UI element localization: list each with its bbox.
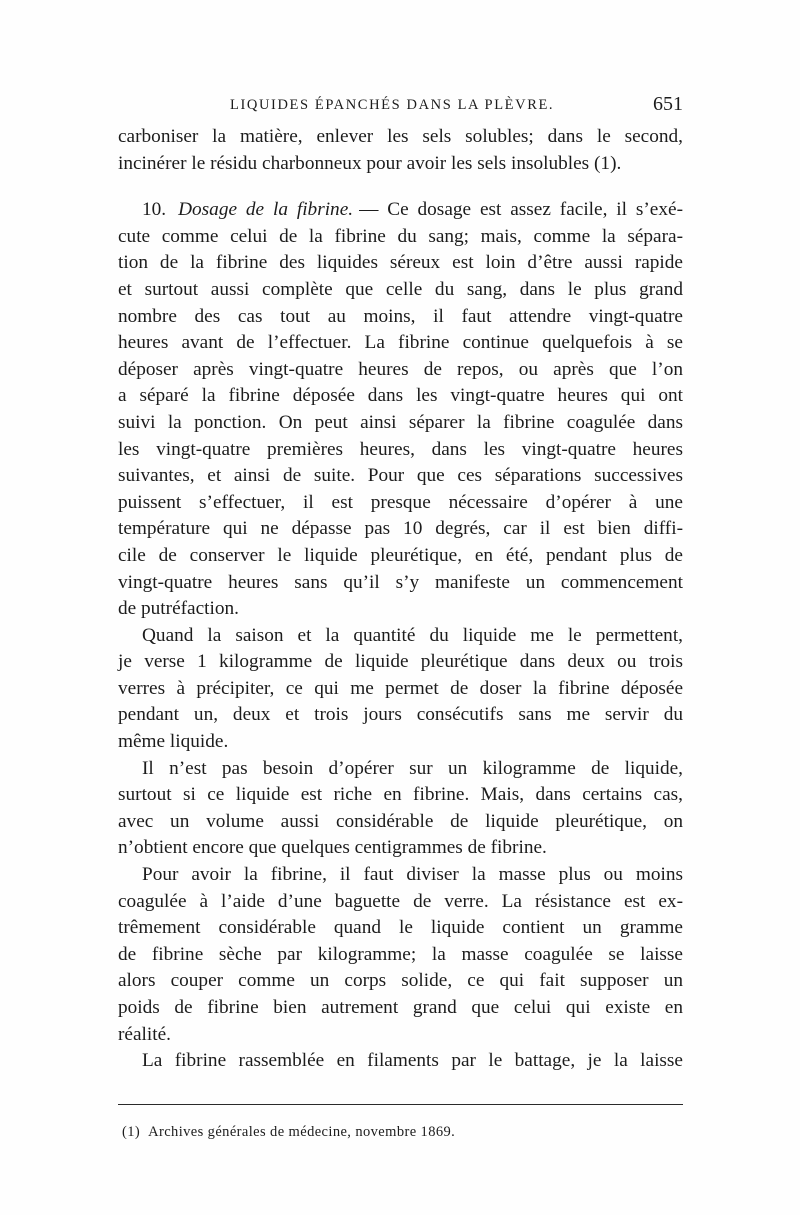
running-header [118, 93, 683, 119]
text-line: suivantes, et ainsi de suite. Pour que ces séparations successives [118, 465, 683, 487]
text-line: vingt-quatre heures sans qu’il s’y manifeste un commencement [118, 571, 683, 593]
text-line: verres à précipiter, ce qui me permet de doser la fibrine déposée [118, 677, 683, 699]
text-line: incinérer le résidu charbonneux pour avoir les sels insolubles (1). [118, 152, 622, 174]
text-line: Quand la saison et la quantité du liquide me le permettent, [142, 624, 683, 646]
text-line: poids de fibrine bien autrement grand que celui qui existe en [118, 997, 683, 1018]
text-line: tion de la fibrine des liquides séreux est loin d’être aussi rapide [118, 252, 683, 274]
section-title: Dosage de la fibrine. [178, 199, 354, 221]
text-line: de fibrine sèche par kilogramme; la masse coagulée se laisse [118, 943, 683, 965]
section-heading-line [118, 197, 683, 224]
text-line: les vingt-quatre premières heures, dans les vingt-quatre heures [118, 438, 683, 460]
text-line: puissent s’effectuer, il est presque nécessaire d’opérer à une [118, 491, 683, 513]
text-line: je verse 1 kilogramme de liquide pleurétique dans deux ou trois [118, 651, 683, 673]
text-line: de putréfaction. [118, 598, 239, 620]
text-line: cile de conserver le liquide pleurétique, en été, pendant plus de [118, 544, 683, 566]
text-line: carboniser la matière, enlever les sels solubles; dans le second, [118, 126, 683, 147]
page-number: 651 [653, 93, 683, 115]
running-title: LIQUIDES ÉPANCHÉS DANS LA PLÈVRE. [230, 97, 555, 113]
text-line: suivi la ponction. On peut ainsi séparer la fibrine coagulée dans [118, 411, 683, 433]
footnote-mark: (1) [122, 1124, 141, 1140]
text-line: même liquide. [118, 731, 229, 753]
text-line: avec un volume aussi considérable de liquide pleurétique, on [118, 810, 683, 832]
text-line: coagulée à l’aide d’une baguette de verre. La résistance est ex- [118, 890, 683, 912]
text-line: a séparé la fibrine déposée dans les vingt-quatre heures qui ont [118, 385, 683, 407]
footnote [122, 1124, 455, 1141]
footnote-text: Archives générales de médecine, novembre 1869. [148, 1124, 456, 1140]
text-line: Pour avoir la fibrine, il faut diviser la masse plus ou moins [142, 864, 683, 886]
text-line: n’obtient encore que quelques centigrammes de fibrine. [118, 837, 547, 859]
text-line: alors couper comme un corps solide, ce qui fait supposer un [118, 970, 683, 992]
text-line: heures avant de l’effectuer. La fibrine continue quelquefois à se [118, 332, 683, 354]
text-line: La fibrine rassemblée en filaments par le battage, je la laisse [142, 1050, 683, 1072]
footnote-rule [118, 1104, 683, 1105]
text-line: pendant un, deux et trois jours consécutifs sans me servir du [118, 704, 683, 726]
section-number: 10. [142, 199, 167, 221]
text-line: déposer après vingt-quatre heures de repos, ou après que l’on [118, 358, 683, 380]
text-line: température qui ne dépasse pas 10 degrés, car il est bien diffi- [118, 518, 683, 540]
text-line: trêmement considérable quand le liquide contient un gramme [118, 917, 683, 939]
text-line: réalité. [118, 1023, 171, 1045]
section-heading-rest: — Ce dosage est assez facile, il s’exé- [359, 199, 683, 221]
text-line: surtout si ce liquide est riche en fibrine. Mais, dans certains cas, [118, 784, 683, 806]
text-line: Il n’est pas besoin d’opérer sur un kilogramme de liquide, [142, 757, 683, 779]
text-line: et surtout aussi complète que celle du sang, dans le plus grand [118, 278, 683, 300]
text-line: cute comme celui de la fibrine du sang; mais, comme la sépara- [118, 225, 683, 247]
text-line: nombre des cas tout au moins, il faut attendre vingt-quatre [118, 305, 683, 327]
body-text [118, 124, 683, 1075]
paragraph-gap [118, 177, 683, 197]
